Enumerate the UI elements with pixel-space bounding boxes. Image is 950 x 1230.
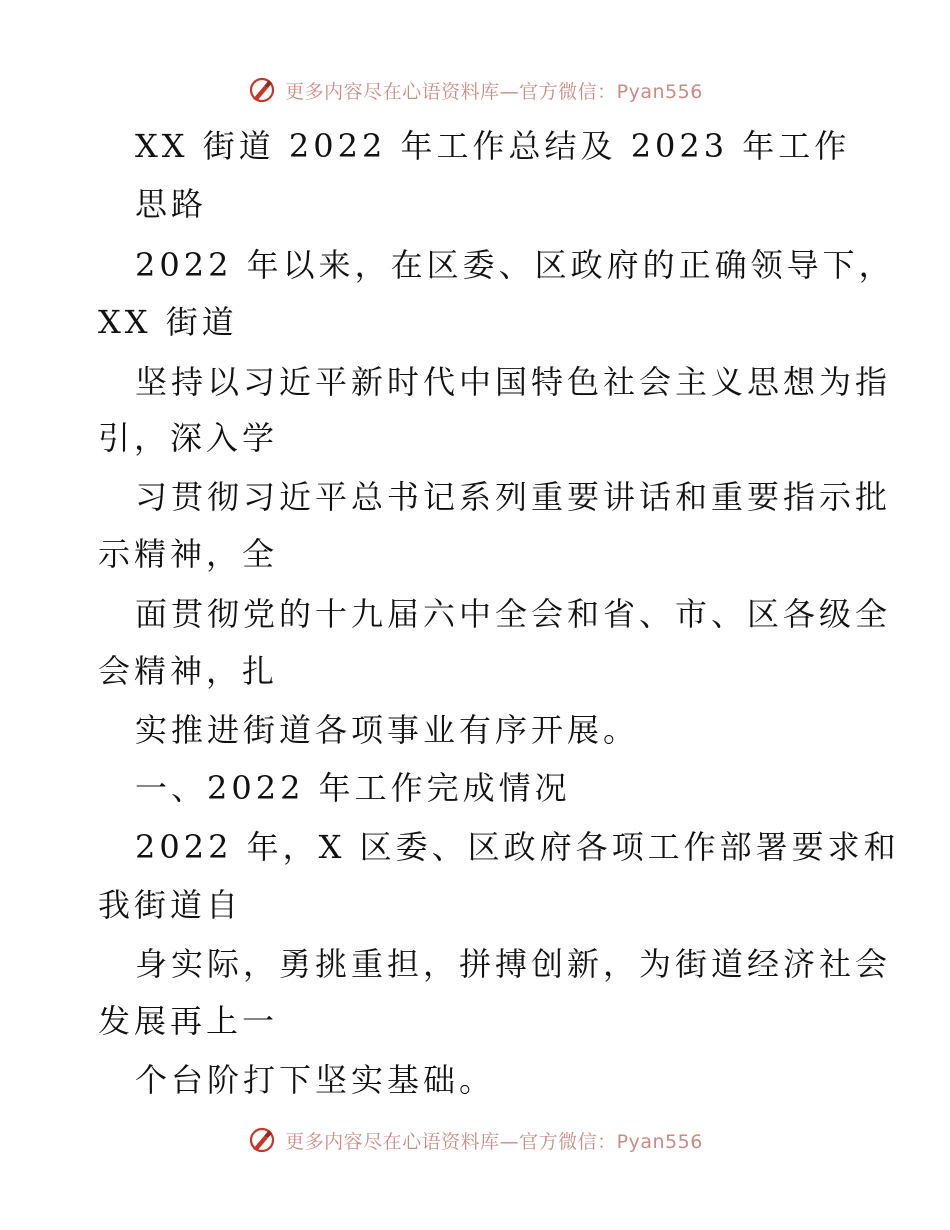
paragraph-line: 发展再上一 xyxy=(98,1002,279,1040)
paragraph-line: 面贯彻党的十九届六中全会和省、市、区各级全 xyxy=(135,595,892,633)
section-heading: 一、2022 年工作完成情况 xyxy=(135,769,571,807)
footer-watermark xyxy=(0,1120,950,1160)
paragraph-line: 个台阶打下坚实基础。 xyxy=(135,1061,496,1099)
paragraph-line: 身实际，勇挑重担，拼搏创新，为街道经济社会 xyxy=(135,945,892,983)
doc-title-line-1: XX 街道 2022 年工作总结及 2023 年工作 xyxy=(135,127,851,165)
header-watermark xyxy=(0,70,950,110)
paragraph-line: 2022 年，X 区委、区政府各项工作部署要求和 xyxy=(135,828,900,866)
pen-nib-circle-icon xyxy=(247,1125,277,1155)
paragraph-line: 坚持以习近平新时代中国特色社会主义思想为指 xyxy=(135,363,892,401)
paragraph-line: 我街道自 xyxy=(98,886,243,924)
doc-title-line-2: 思路 xyxy=(135,185,208,223)
paragraph-line: 引，深入学 xyxy=(98,419,279,457)
paragraph-line: 实推进街道各项事业有序开展。 xyxy=(135,711,640,749)
paragraph-line: XX 街道 xyxy=(98,303,238,341)
paragraph-line: 会精神，扎 xyxy=(98,652,279,690)
paragraph-line: 示精神，全 xyxy=(98,535,279,573)
watermark-text: 更多内容尽在心语资料库—官方微信：Pyan556 xyxy=(285,80,703,103)
pen-nib-circle-icon xyxy=(247,75,277,105)
watermark-text: 更多内容尽在心语资料库—官方微信：Pyan556 xyxy=(285,1130,703,1153)
paragraph-line: 习贯彻习近平总书记系列重要讲话和重要指示批 xyxy=(135,478,892,516)
paragraph-line: 2022 年以来，在区委、区政府的正确领导下， xyxy=(135,246,895,284)
